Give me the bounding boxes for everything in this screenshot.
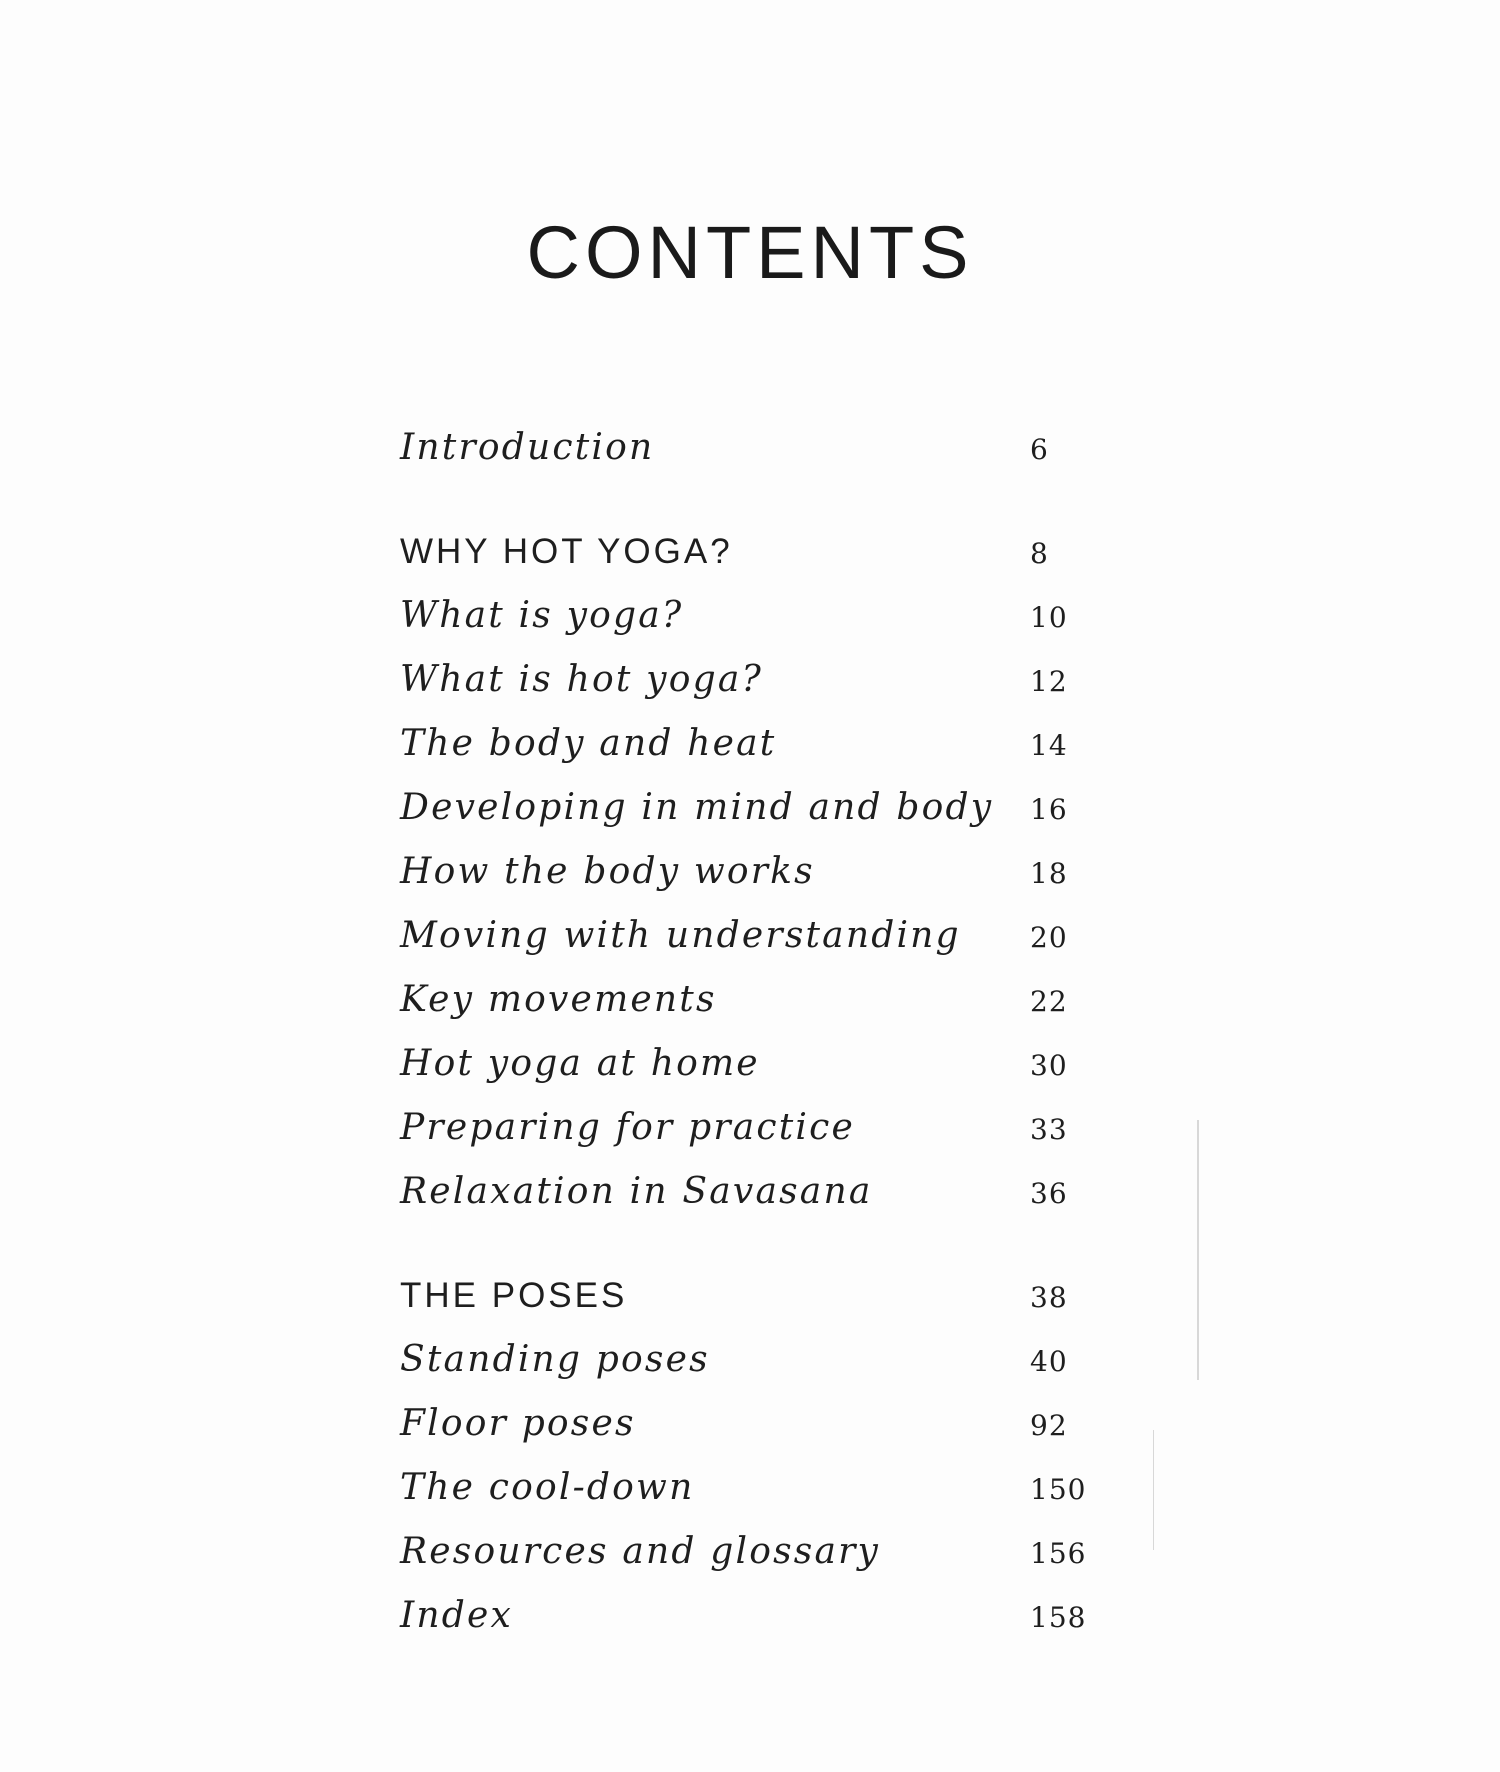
toc-entry-label: Moving with understanding [400,915,961,956]
toc-section-why-hot-yoga [400,520,1110,1224]
toc-entry-page: 30 [1030,1049,1068,1082]
toc-entry[interactable] [400,1584,1110,1648]
toc-section-heading[interactable] [400,1264,1110,1328]
toc-heading-label: THE POSES [400,1276,628,1315]
toc-entry[interactable] [400,904,1110,968]
toc-entry-page: 20 [1030,921,1068,954]
toc-entry[interactable] [400,1392,1110,1456]
toc-section-the-poses [400,1264,1110,1648]
toc-entry-label: The body and heat [400,723,777,764]
toc-intro-section [400,416,1110,480]
toc-entry[interactable] [400,1160,1110,1224]
toc-entry-label: Key movements [400,979,717,1020]
toc-heading-label: WHY HOT YOGA? [400,532,733,571]
toc-entry[interactable] [400,1032,1110,1096]
toc-entry[interactable] [400,1328,1110,1392]
toc-entry[interactable] [400,1456,1110,1520]
toc-entry[interactable] [400,1520,1110,1584]
toc-entry[interactable] [400,648,1110,712]
toc-entry-page: 33 [1030,1113,1068,1146]
toc-entry-page: 150 [1030,1473,1087,1506]
toc-entry-label: Resources and glossary [400,1531,881,1572]
toc-entry-label: The cool-down [400,1467,695,1508]
toc-entry[interactable] [400,840,1110,904]
toc-entry-page: 18 [1030,857,1068,890]
toc-section-heading[interactable] [400,520,1110,584]
toc-entry-label: Standing poses [400,1339,710,1380]
toc-entry[interactable] [400,584,1110,648]
toc-heading-page: 38 [1030,1281,1068,1314]
toc-entry-label: Preparing for practice [400,1107,856,1148]
toc-entry-page: 92 [1030,1409,1068,1442]
toc-entry-page: 14 [1030,729,1068,762]
toc-entry-page: 6 [1030,433,1049,466]
page-title: CONTENTS [526,211,974,294]
toc-entry-label: Floor poses [400,1403,636,1444]
toc-entry-page: 16 [1030,793,1068,826]
toc-entry[interactable] [400,1096,1110,1160]
toc-entry-label: Developing in mind and body [400,787,994,828]
toc-entry[interactable] [400,712,1110,776]
table-of-contents [400,416,1110,1648]
toc-entry-label: What is yoga? [400,595,684,636]
toc-entry-label: Hot yoga at home [400,1043,760,1084]
toc-entry-page: 40 [1030,1345,1068,1378]
toc-entry-page: 36 [1030,1177,1068,1210]
toc-entry[interactable] [400,416,1110,480]
toc-entry-label: How the body works [400,851,815,892]
toc-entry[interactable] [400,968,1110,1032]
toc-entry-page: 158 [1030,1601,1087,1634]
toc-entry-label: Introduction [400,427,655,468]
toc-entry-page: 156 [1030,1537,1087,1570]
toc-heading-page: 8 [1030,537,1049,570]
toc-entry-page: 12 [1030,665,1068,698]
toc-entry-page: 10 [1030,601,1068,634]
toc-entry-label: What is hot yoga? [400,659,763,700]
scan-mark [1197,1120,1199,1380]
toc-entry-label: Relaxation in Savasana [400,1171,873,1212]
scan-mark [1153,1430,1154,1550]
toc-entry[interactable] [400,776,1110,840]
toc-entry-label: Index [400,1595,514,1636]
toc-entry-page: 22 [1030,985,1068,1018]
